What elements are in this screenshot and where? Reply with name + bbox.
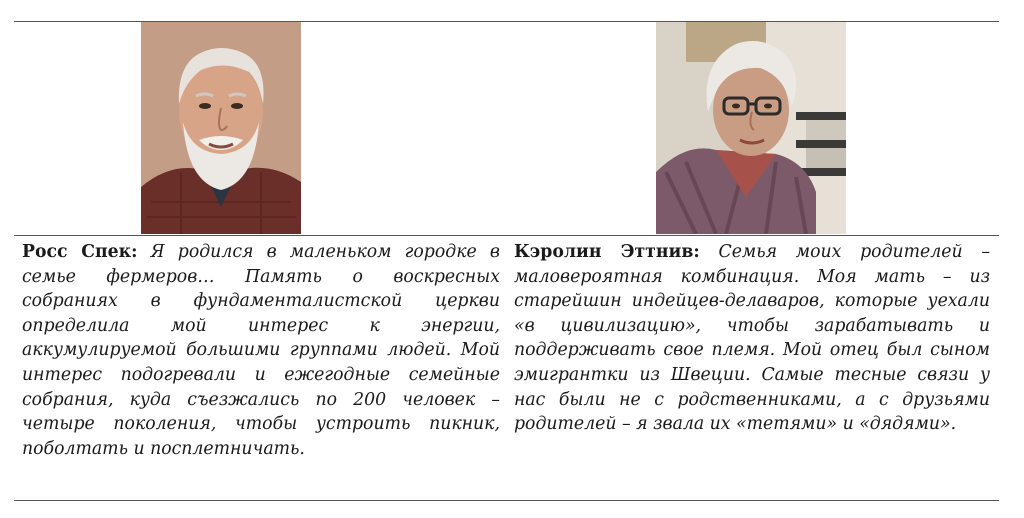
bio-ross-spek xyxy=(22,240,500,461)
bio-text: Семья моих родителей – маловероятная комбинация. Моя мать – из старейшин индейцев-делаваров, которые уехали «в цивилизацию», чтобы зарабатывать и поддерживать свое племя. Мой отец был сыном эмигрантки из Швеции. Самые тесные связи у нас были не с родственниками, а с друзьями родителей – я звала их «тетями» и «дядями». xyxy=(514,242,990,435)
portrait-caroline-ettniv xyxy=(656,22,846,234)
bio-text: Я родился в маленьком городке в семье фермеров… Память о воскресных собраниях в фундаменталистской церкви определила мой интерес к энергии, аккумулируемой большими группами людей. Мой интерес подогревали и ежегодные семейные собрания, куда съезжались по 200 человек – четыре поколения, чтобы устроить пикник, поболтать и посплетничать. xyxy=(22,242,500,459)
middle-rule xyxy=(14,235,999,236)
bio-caroline-ettniv xyxy=(514,240,990,437)
person-name: Росс Спек: xyxy=(22,242,138,262)
bottom-rule xyxy=(14,500,999,501)
person-name: Кэролин Эттнив: xyxy=(514,242,700,262)
portrait-ross-spek xyxy=(141,22,301,234)
